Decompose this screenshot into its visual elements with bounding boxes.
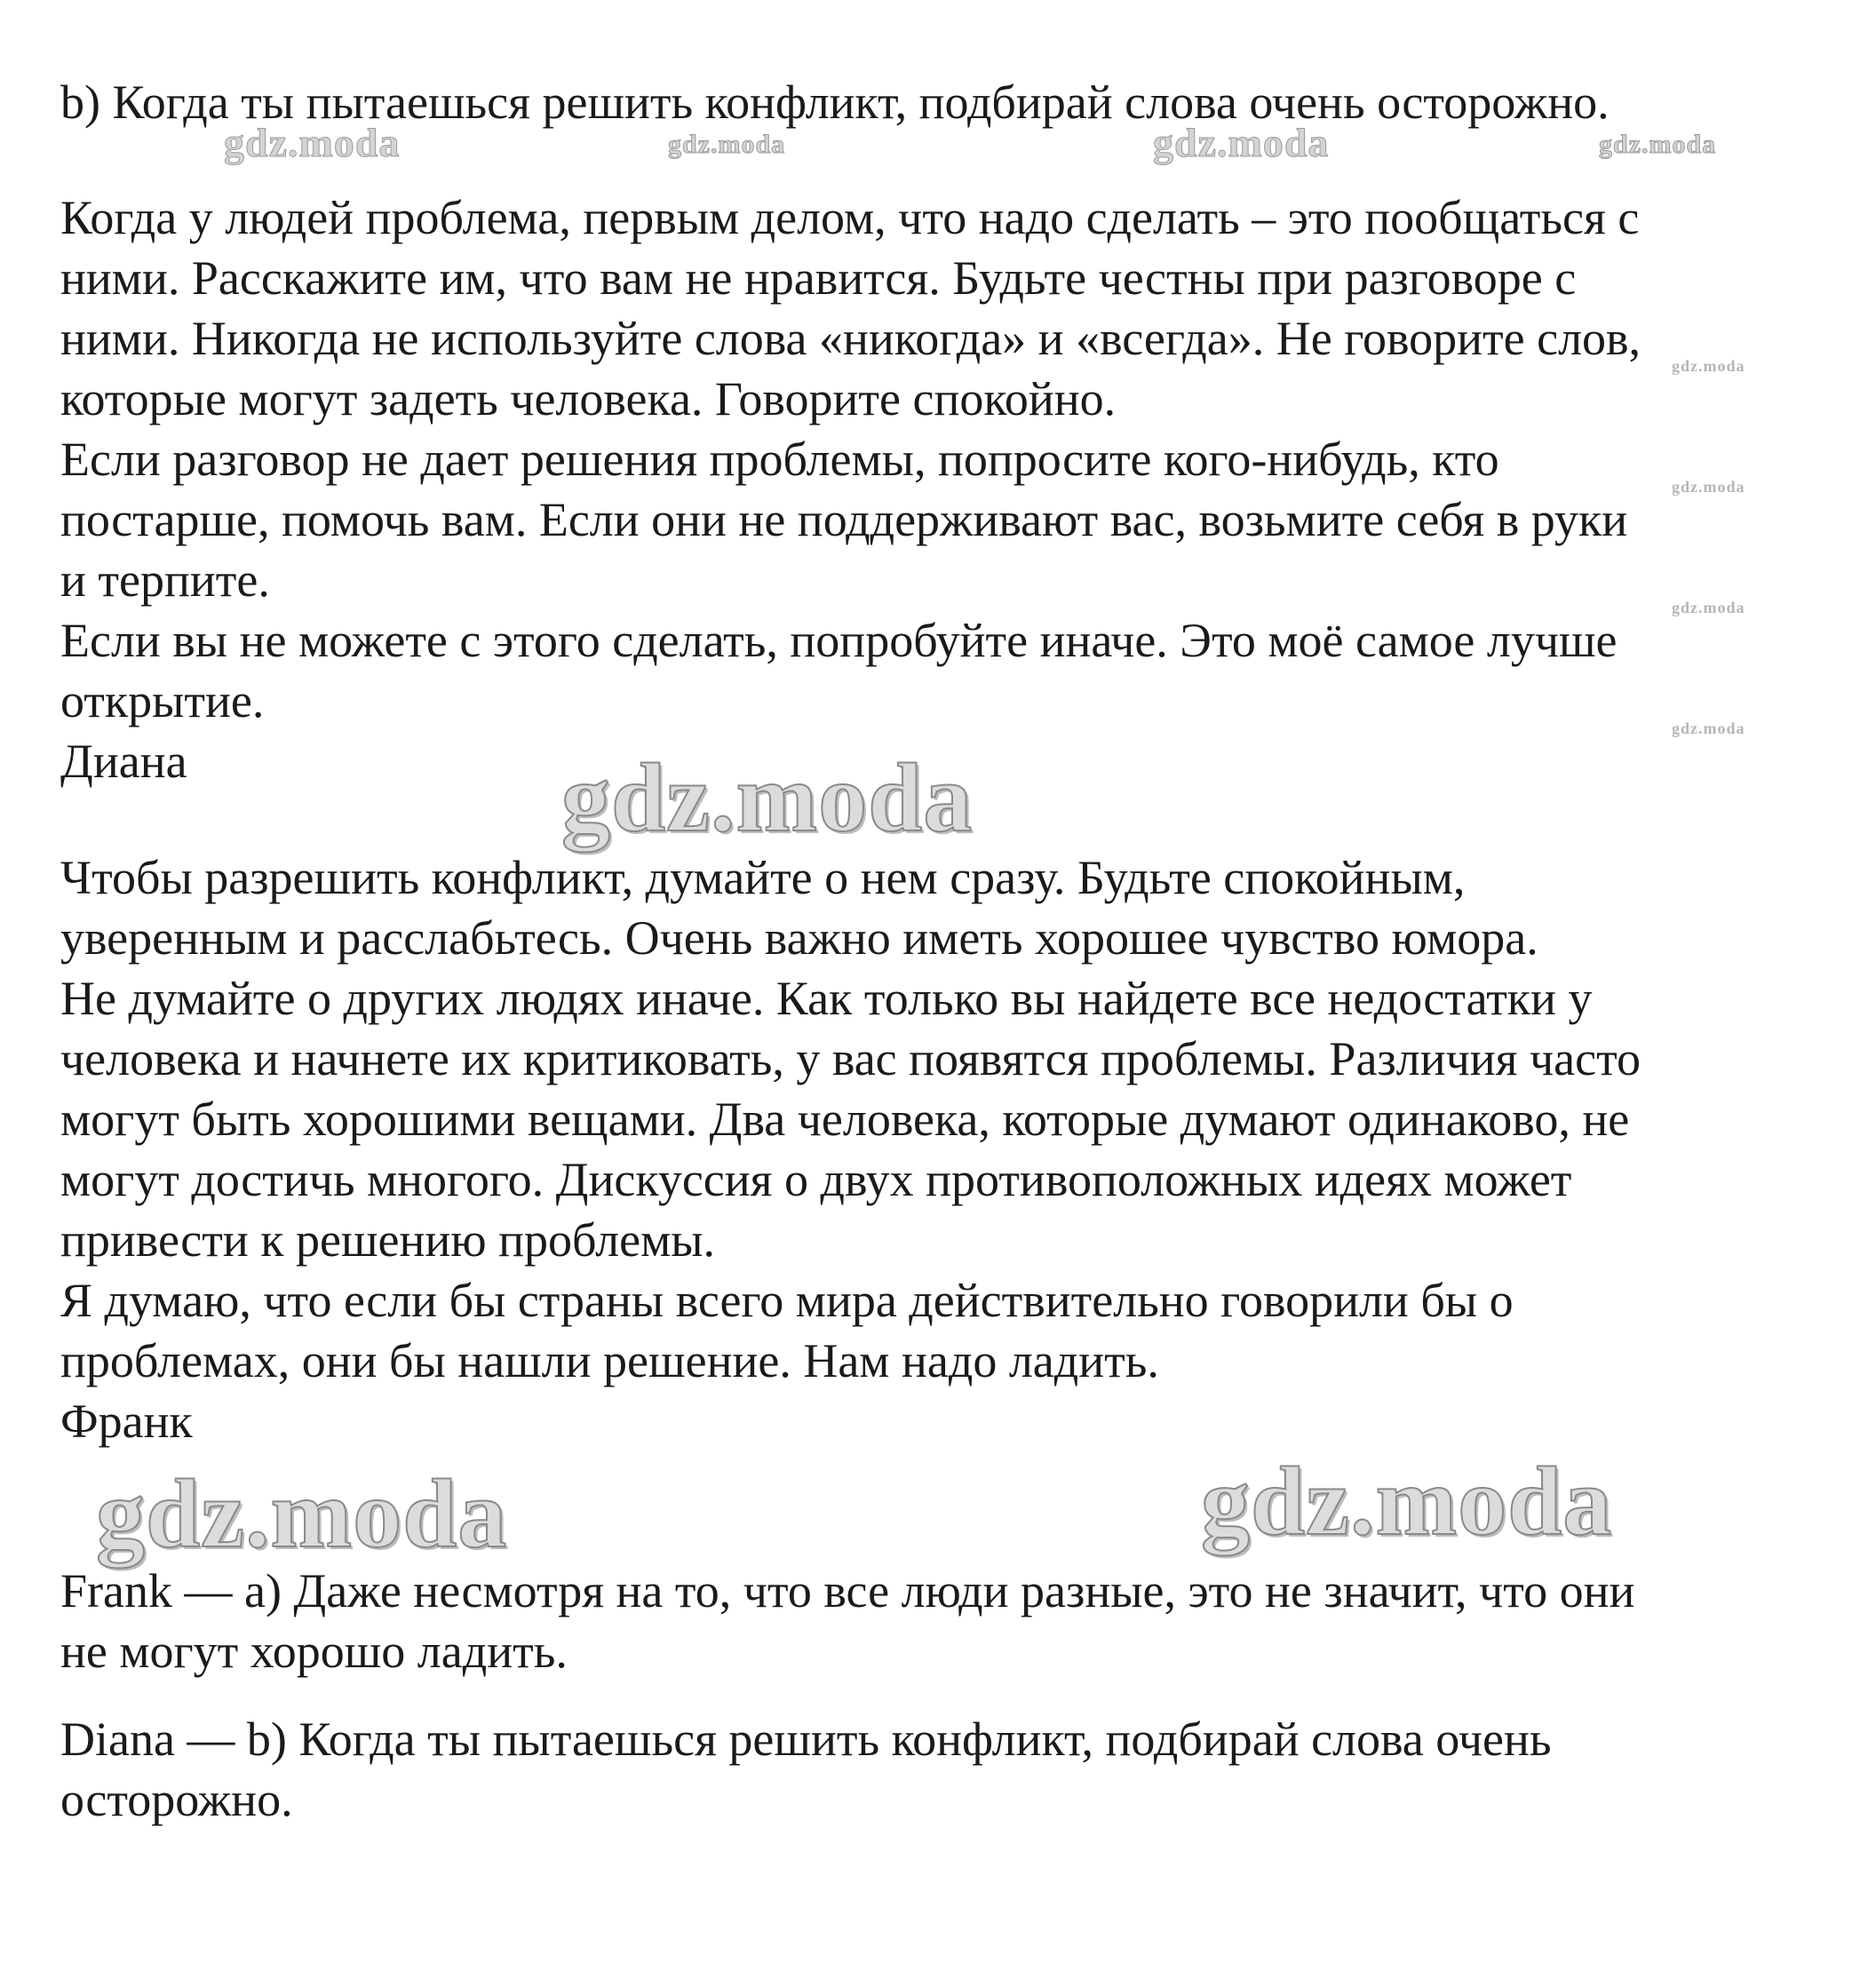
watermark: gdz.moda [224, 120, 401, 165]
text-line: и терпите. [60, 553, 270, 607]
text-line: Если разговор не дает решения проблемы, попросите кого-нибудь, кто [60, 433, 1499, 486]
watermark: gdz.moda [1672, 719, 1745, 737]
text-line: человека и начнете их критиковать, у вас появятся проблемы. Различия часто [60, 1032, 1641, 1085]
text-line: уверенным и расслабьтесь. Очень важно иметь хорошее чувство юмора. [60, 911, 1538, 965]
text-line: привести к решению проблемы. [60, 1213, 716, 1267]
watermark: gdz.moda [96, 1459, 508, 1568]
text-line: b) Когда ты пытаешься решить конфликт, подбирай слова очень осторожно. [60, 76, 1610, 129]
watermark: gdz.moda [668, 130, 786, 159]
text-line: проблемах, они бы нашли решение. Нам надо ладить. [60, 1334, 1159, 1387]
watermark: gdz.moda [1599, 130, 1717, 159]
text-line: ними. Расскажите им, что вам не нравится. Будьте честны при разговоре с [60, 251, 1577, 305]
text-line: Когда у людей проблема, первым делом, что надо сделать – это пообщаться с [60, 191, 1640, 244]
text-line: Чтобы разрешить конфликт, думайте о нем сразу. Будьте спокойным, [60, 851, 1466, 904]
watermark: gdz.moda [1672, 478, 1745, 496]
text-line: Не думайте о других людях иначе. Как только вы найдете все недостатки у [60, 972, 1593, 1025]
text-line: постарше, помочь вам. Если они не поддерживают вас, возьмите себя в руки [60, 493, 1628, 546]
text-line: осторожно. [60, 1773, 293, 1826]
text-line: открытие. [60, 674, 265, 727]
text-line: Если вы не можете с этого сделать, попробуйте иначе. Это моё самое лучше [60, 614, 1618, 667]
signature-diana: Диана [60, 735, 187, 788]
watermark: gdz.moda [1153, 120, 1330, 165]
text-line: Diana — b) Когда ты пытаешься решить конфликт, подбирай слова очень [60, 1713, 1552, 1766]
text-line: Frank — a) Даже несмотря на то, что все люди разные, это не значит, что они [60, 1564, 1635, 1617]
watermark: gdz.moda [561, 743, 974, 852]
text-line: которые могут задеть человека. Говорите спокойно. [60, 372, 1117, 425]
text-line: могут быть хорошими вещами. Два человека, которые думают одинаково, не [60, 1093, 1630, 1146]
watermark: gdz.moda [1672, 599, 1745, 616]
text-line: Я думаю, что если бы страны всего мира действительно говорили бы о [60, 1274, 1514, 1327]
text-line: ними. Никогда не используйте слова «никогда» и «всегда». Не говорите слов, [60, 312, 1642, 365]
text-line: не могут хорошо ладить. [60, 1625, 568, 1678]
signature-frank: Франк [60, 1395, 193, 1448]
watermark: gdz.moda [1672, 357, 1745, 375]
watermark: gdz.moda [1201, 1447, 1613, 1555]
text-line: могут достичь многого. Дискуссия о двух противоположных идеях может [60, 1153, 1572, 1206]
